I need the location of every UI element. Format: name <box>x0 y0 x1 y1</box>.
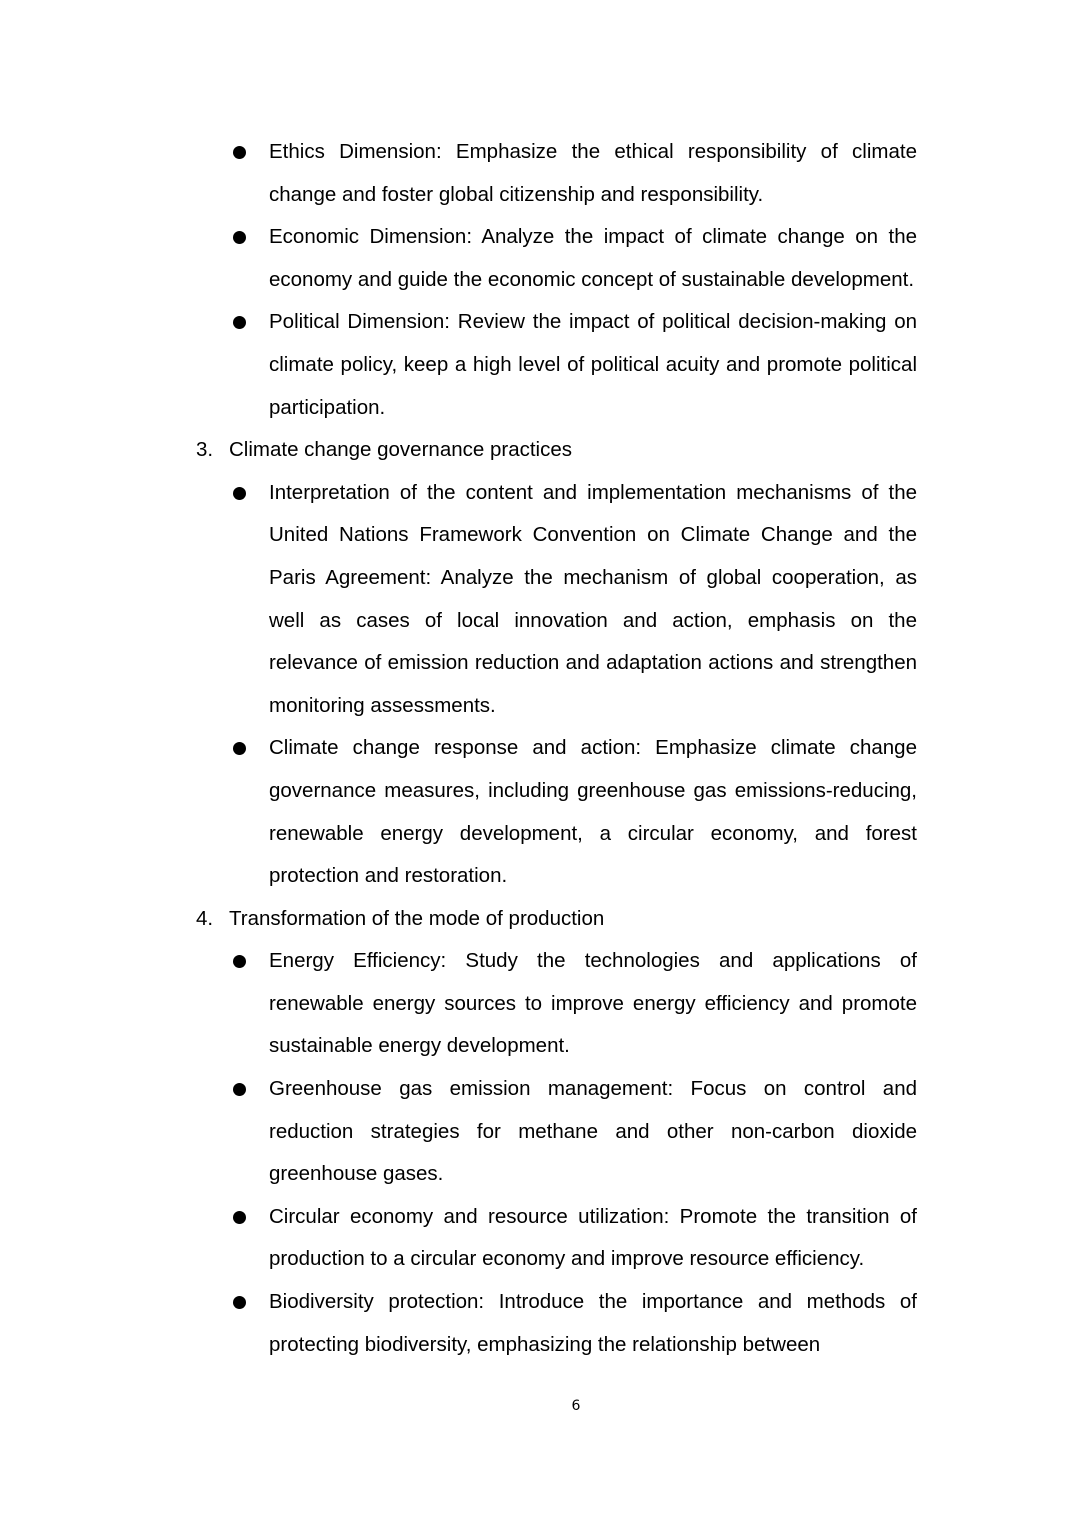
list-item-text: Economic Dimension: Analyze the impact of climate change on the economy and guide the economic concept of sustainable development. <box>269 225 917 291</box>
bullet-dot-icon <box>233 316 246 329</box>
bullet-dot-icon <box>233 1211 246 1224</box>
section-heading-mode-of-production <box>194 898 917 941</box>
list-item-energy-efficiency <box>194 940 917 1068</box>
document-body <box>194 131 917 1366</box>
list-item-ghg-management <box>194 1068 917 1196</box>
section-number: 3. <box>196 438 214 462</box>
list-item-response-and-action <box>194 727 917 897</box>
list-item-text: Energy Efficiency: Study the technologies and applications of renewable energy sources to improve energy efficiency and promote sustainable energy development. <box>269 949 917 1058</box>
section-number: 4. <box>196 906 214 930</box>
bullet-dot-icon <box>233 487 246 500</box>
section-heading-governance-practices <box>194 429 917 472</box>
list-item-text: Political Dimension: Review the impact of political decision-making on climate policy, keep a high level of political acuity and promote political participation. <box>269 310 917 419</box>
list-item-biodiversity-protection <box>194 1281 917 1366</box>
bullet-dot-icon <box>233 231 246 244</box>
bullet-dot-icon <box>233 742 246 755</box>
list-item-text: Circular economy and resource utilization: Promote the transition of production to a circular economy and improve resource efficiency. <box>269 1204 917 1271</box>
page-number: 6 <box>571 1398 581 1414</box>
list-item-economic-dimension <box>194 216 917 301</box>
bullet-dot-icon <box>233 146 246 159</box>
list-item-unfccc-interpretation <box>194 472 917 728</box>
list-item-text: Climate change response and action: Emphasize climate change governance measures, including greenhouse gas emissions-reducing, renewable energy development, a circular economy, and forest protection and restoration. <box>269 736 917 888</box>
section-heading-text: Climate change governance practices <box>229 438 572 462</box>
bullet-dot-icon <box>233 1083 246 1096</box>
list-item-circular-economy <box>194 1196 917 1281</box>
list-item-text: Ethics Dimension: Emphasize the ethical responsibility of climate change and foster global citizenship and responsibility. <box>269 140 917 206</box>
list-item-text: Interpretation of the content and implementation mechanisms of the United Nations Framework Convention on Climate Change and the Paris Agreement: Analyze the mechanism of global cooperation, as well as cases of local innovation and action, emphasis on the relevance of emission reduction and adaptation actions and strengthen monitoring assessments. <box>269 480 917 717</box>
list-item-text: Greenhouse gas emission management: Focus on control and reduction strategies for methane and other non-carbon dioxide greenhouse gases. <box>269 1077 917 1186</box>
bullet-dot-icon <box>233 955 246 968</box>
list-item-text: Biodiversity protection: Introduce the importance and methods of protecting biodiversity, emphasizing the relationship between <box>269 1290 917 1356</box>
list-item-political-dimension <box>194 301 917 429</box>
list-item-ethics-dimension <box>194 131 917 216</box>
section-heading-text: Transformation of the mode of production <box>229 906 605 930</box>
bullet-dot-icon <box>233 1296 246 1309</box>
